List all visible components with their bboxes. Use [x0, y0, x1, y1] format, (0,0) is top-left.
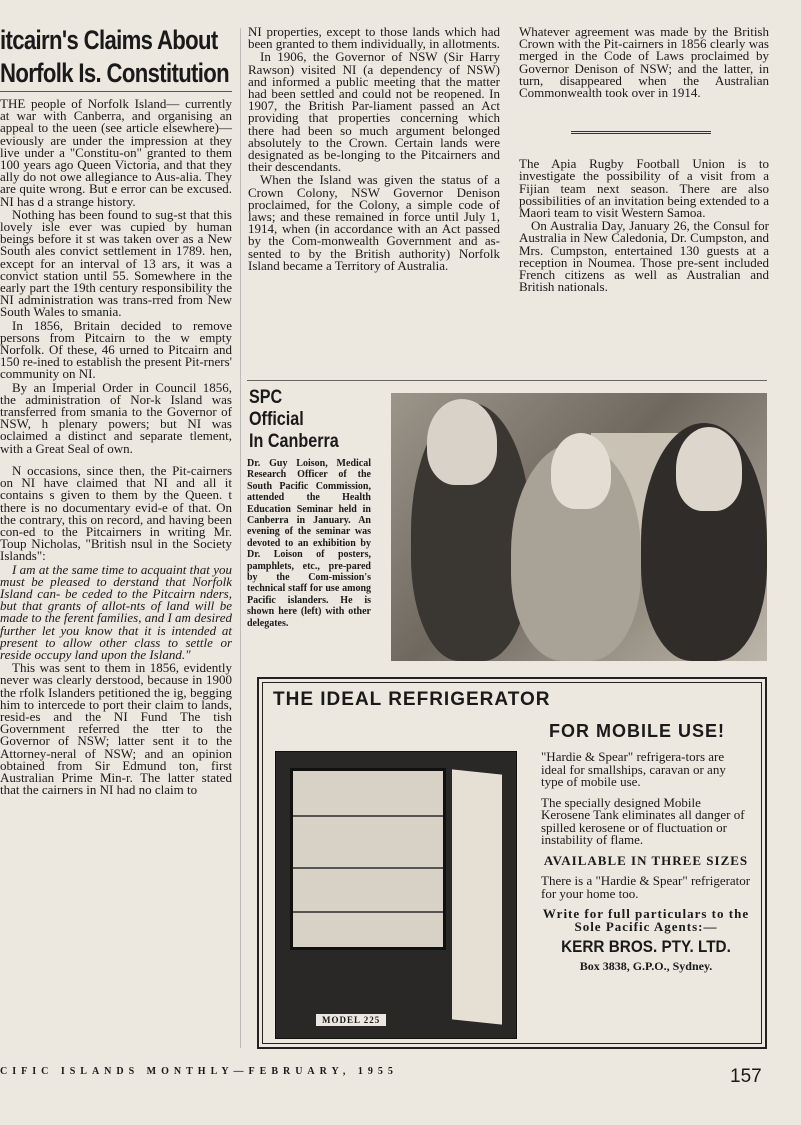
section-divider [571, 131, 711, 134]
page-footer: CIFIC ISLANDS MONTHLY—FEBRUARY, 1955 [0, 1066, 398, 1077]
ad-paragraph: There is a "Hardie & Spear" refrigerator for your home too. [541, 873, 751, 901]
column-divider [240, 28, 241, 1048]
paragraph: In 1856, Britain decided to remove persons from Pitcairn to the w empty Norfolk. Of these, 46 urned to Pitcairn and 150 re-ined to establish the present Pit-rners' community on NI. [0, 317, 232, 382]
paragraph: N occasions, since then, the Pit-cairners on NI have claimed that NI and all it contains s given to them by the Queen. t there is no documentary evid-e of that. On the contrary, this on record, and having been con-ed to the Pitcairners in writing Mr. Toup Nicholas, "British nsul in the Society Islands": [0, 462, 232, 564]
spc-title-3: In Canberra [249, 431, 339, 452]
ad-sizes: AVAILABLE IN THREE SIZES [543, 852, 749, 868]
paragraph: Nothing has been found to sug-st that this lovely isle ever was cupied by human beings before it st was taken over as a New South ales convict settlement in 1789. hen, except for an interval of 13 ars, it was a convict station until 55. Somewhere in the early part the 19th century responsibility the NI administration was trans-rred from New South Wales to smania. [0, 206, 232, 320]
paragraph: This was sent to them in 1856, evidently never was clearly derstood, because in 1900 the rfolk Islanders petitioned the ig, begging him to intercede to port their claim to lands, resid-es and the NI Fund The tish Government referred the tter to the Governor of NSW; latter sent it to the Attorney-neral of NSW; and an opinion obtained from Sir Edmund ton, first Australian Prime Min-r. The latter stated that the cairners in NI had no claim to [0, 660, 232, 798]
paragraph: I am at the same time to acquaint that you must be pleased to derstand that Norfolk Island can- be ceded to the Pitcairn nders, but that grants of allot-nts of land will be made to the ferent families, and I am desired further let you know that it is intended at present to allow other class to settle or reside occupy land upon the Island." [0, 561, 232, 662]
paragraph: By an Imperial Order in Council 1856, the administration of Nor-k Island was transferred from smania to the Governor of NSW, h plenary powers; but NI was oclaimed a distinct and separate tlement, with a Great Seal of own. [0, 379, 232, 456]
spc-title-2: Official [249, 409, 304, 430]
ad-paragraph: "Hardie & Spear" refrigera-tors are ideal for smallships, caravan or any type of mobile use. [541, 749, 726, 789]
company-name: KERR BROS. PTY. LTD. [561, 937, 731, 956]
headline-rule [0, 91, 232, 92]
paragraph: Whatever agreement was made by the British Crown with the Pit-cairners in 1856 clearly was merged in the Code of Laws proclaimed by Governor Denison of NSW; and the latter, in turn, disappeared when the Australian Commonwealth took over in 1914. [519, 24, 769, 101]
paragraph: On Australia Day, January 26, the Consul for Australia in New Caledonia, Dr. Cumpston, and Mrs. Cumpston, entertained 130 guests at a reception in Noumea. Those pre-sent included French citizens as well as Australian and British nationals. [519, 218, 769, 295]
section-rule [247, 380, 767, 381]
headline-line-2: Norfolk Is. Constitution [0, 58, 230, 88]
article-column-2 [248, 26, 500, 273]
paragraph: THE people of Norfolk Island— currently at war with Canberra, and organising an appeal to the ueen (see article elsewhere)— eviously are under the impression at they live under a "Constitu-on" granted to them 100 years ago Queen Victoria, and that they ally do not owe allegiance to Aus-alia. They are quite wrong. But e error can be excused. NI has d a strange history. [0, 96, 232, 209]
photo-caption: Dr. Guy Loison, Medical Research Officer of the South Pacific Commission, attended the Health Education Seminar held in Canberra in January. An evening of the seminar was devoted to an exhibition by Dr. Loison of posters, pamphlets, etc., pre-pared by the Com-mission's technical staff for use among Pacific islanders. He is shown here (left) with other delegates. [247, 458, 371, 629]
article-column-3 [519, 26, 769, 294]
paragraph: When the Island was given the status of a Crown Colony, NSW Governor Denison proclaimed, for the Colony, a simple code of laws; and these remained in force until July 1, 1914, when (in accordance with an Act passed by the Com-monwealth Government and as-sented to by the British authority) Norfolk Island became a Territory of Australia. [248, 172, 500, 273]
news-briefs [519, 158, 769, 293]
headline-line-1: itcairn's Claims About [0, 25, 218, 55]
delegates-photo [391, 393, 767, 661]
refrigerator-image [275, 751, 517, 1039]
page-number: 157 [730, 1066, 762, 1087]
paragraph: In 1906, the Governor of NSW (Sir Harry Rawson) visited NI (a dependency of NSW) and informed a public meeting that the matter had been settled and could not be reopened. In 1907, the British Par-liament passed an Act providing that properties concerning which there had been so much argument belonged absolutely to the Crown. Certain lands were designated as be-longing to the Pitcairners and their descendants. [248, 49, 500, 175]
ad-subtitle: FOR MOBILE USE! [549, 721, 725, 741]
paragraph: NI properties, except to those lands which had been granted to them individually, in allotments. [248, 24, 500, 52]
article-headline [0, 24, 230, 90]
company-address: Box 3838, G.P.O., Sydney. [579, 958, 713, 973]
article-conclusion [519, 26, 769, 99]
model-label: MODEL 225 [316, 1014, 386, 1026]
ad-title: THE IDEAL REFRIGERATOR [273, 689, 551, 710]
refrigerator-advertisement [257, 677, 767, 1049]
article-column-1 [0, 98, 232, 797]
ad-paragraph: The specially designed Mobile Kerosene Tank eliminates all danger of spilled kerosene or of fluctuation or instability of flame. [541, 794, 745, 847]
spc-headline [249, 387, 368, 453]
ad-agents: Write for full particulars to the Sole Pacific Agents:— [542, 906, 750, 934]
paragraph: The Apia Rugby Football Union is to investigate the possibility of a visit from a Fijian team next season. There are also possibilities of an invitation being extended to a Maori team to visit Western Samoa. [519, 156, 769, 221]
spc-title-1: SPC [249, 387, 283, 408]
ad-body [541, 751, 751, 972]
